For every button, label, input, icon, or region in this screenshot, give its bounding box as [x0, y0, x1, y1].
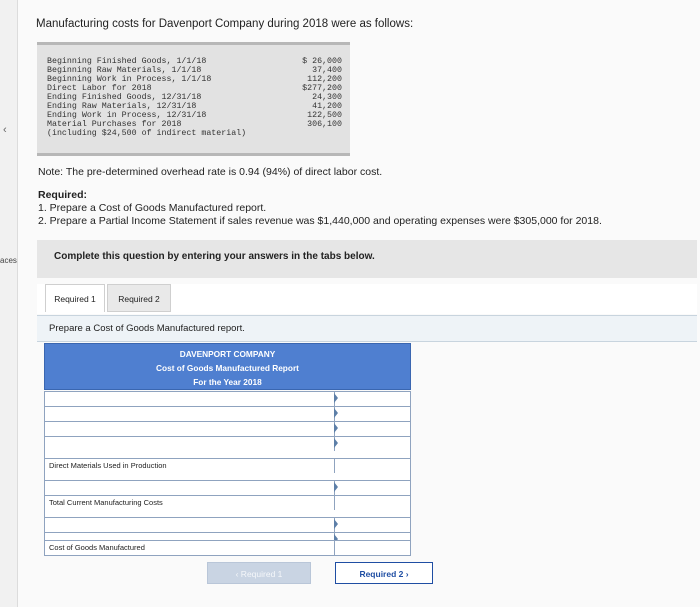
prompt-bar	[37, 315, 697, 342]
report-row-total-current	[44, 495, 411, 511]
overhead-note: Note: The pre-determined overhead rate is 0.94 (94%) of direct labor cost.	[38, 166, 383, 178]
tab-bar	[37, 284, 697, 314]
intro-text: Manufacturing costs for Davenport Company during 2018 were as follows:	[36, 18, 414, 30]
dropdown-marker-icon	[334, 438, 338, 448]
report-row	[44, 517, 411, 533]
sidebar-label: aces	[0, 256, 17, 265]
report-company: DAVENPORT COMPANY	[179, 349, 276, 359]
row-amount-input[interactable]	[335, 437, 412, 451]
tab-required-2[interactable]: Required 2	[107, 284, 171, 312]
dropdown-marker-icon	[334, 482, 338, 492]
row-amount-input[interactable]	[335, 422, 412, 436]
dropdown-marker-icon	[334, 408, 338, 418]
report-row	[44, 480, 411, 496]
dropdown-marker-icon	[334, 393, 338, 403]
row-gap	[44, 451, 411, 458]
row-gap	[44, 510, 411, 517]
left-sidebar	[0, 0, 18, 607]
prompt-text: Prepare a Cost of Goods Manufactured report.	[49, 323, 245, 334]
row-amount-input[interactable]	[335, 392, 412, 406]
row-amount-input[interactable]	[335, 459, 412, 473]
row-label-input[interactable]	[45, 422, 335, 436]
report-row	[44, 391, 411, 407]
row-label-input[interactable]	[45, 407, 335, 421]
report-row	[44, 406, 411, 422]
report-row	[44, 421, 411, 437]
cost-data-table: Beginning Finished Goods, 1/1/18 $ 26,000 Beginning Raw Materials, 1/1/18 37,400 Beginning Work in Process, 1/1/18 112,200 Direct Labor for 2018 $277,200 Ending Finished Goods, 12/31/18 24,300 Ending Raw Materials, 12/31/18 41,200 Ending Work in Process, 12/31/18 122,500 Material Purchases for 2018 306,100 (including $24,500 of indirect material)	[37, 42, 350, 156]
row-amount-input[interactable]	[335, 481, 412, 495]
report-row-cogm	[44, 540, 411, 556]
cogm-report-table	[44, 343, 411, 558]
row-amount-input[interactable]	[335, 496, 412, 510]
instruction-banner	[37, 240, 697, 278]
row-label-input[interactable]	[45, 392, 335, 406]
requirement-1: 1. Prepare a Cost of Goods Manufactured report.	[38, 202, 267, 214]
row-label-input[interactable]	[45, 518, 335, 532]
row-amount-input[interactable]	[335, 541, 412, 555]
dropdown-marker-icon	[334, 519, 338, 529]
row-amount-input[interactable]	[335, 518, 412, 532]
next-required-button[interactable]: Required 2 ›	[335, 562, 433, 584]
row-gap	[44, 473, 411, 480]
prev-required-button[interactable]: ‹ Required 1	[207, 562, 311, 584]
required-heading: Required:	[38, 189, 88, 201]
row-amount-input[interactable]	[335, 407, 412, 421]
row-label-input[interactable]	[45, 437, 335, 451]
collapse-chevron-icon[interactable]: ‹	[3, 124, 7, 136]
row-label-input[interactable]	[45, 481, 335, 495]
report-row-direct-materials	[44, 458, 411, 474]
direct-materials-label: Direct Materials Used in Production	[45, 459, 335, 473]
dropdown-marker-icon	[334, 423, 338, 433]
requirement-2: 2. Prepare a Partial Income Statement if sales revenue was $1,440,000 and operating expenses were $305,000 for 2018.	[38, 215, 602, 227]
cogm-label: Cost of Goods Manufactured	[45, 541, 335, 555]
report-header	[44, 343, 411, 390]
instruction-text: Complete this question by entering your answers in the tabs below.	[54, 251, 375, 262]
report-row	[44, 436, 411, 452]
total-current-label: Total Current Manufacturing Costs	[45, 496, 335, 510]
report-title: Cost of Goods Manufactured Report	[156, 363, 299, 373]
report-period: For the Year 2018	[193, 377, 262, 387]
tab-required-1[interactable]: Required 1	[45, 284, 105, 312]
